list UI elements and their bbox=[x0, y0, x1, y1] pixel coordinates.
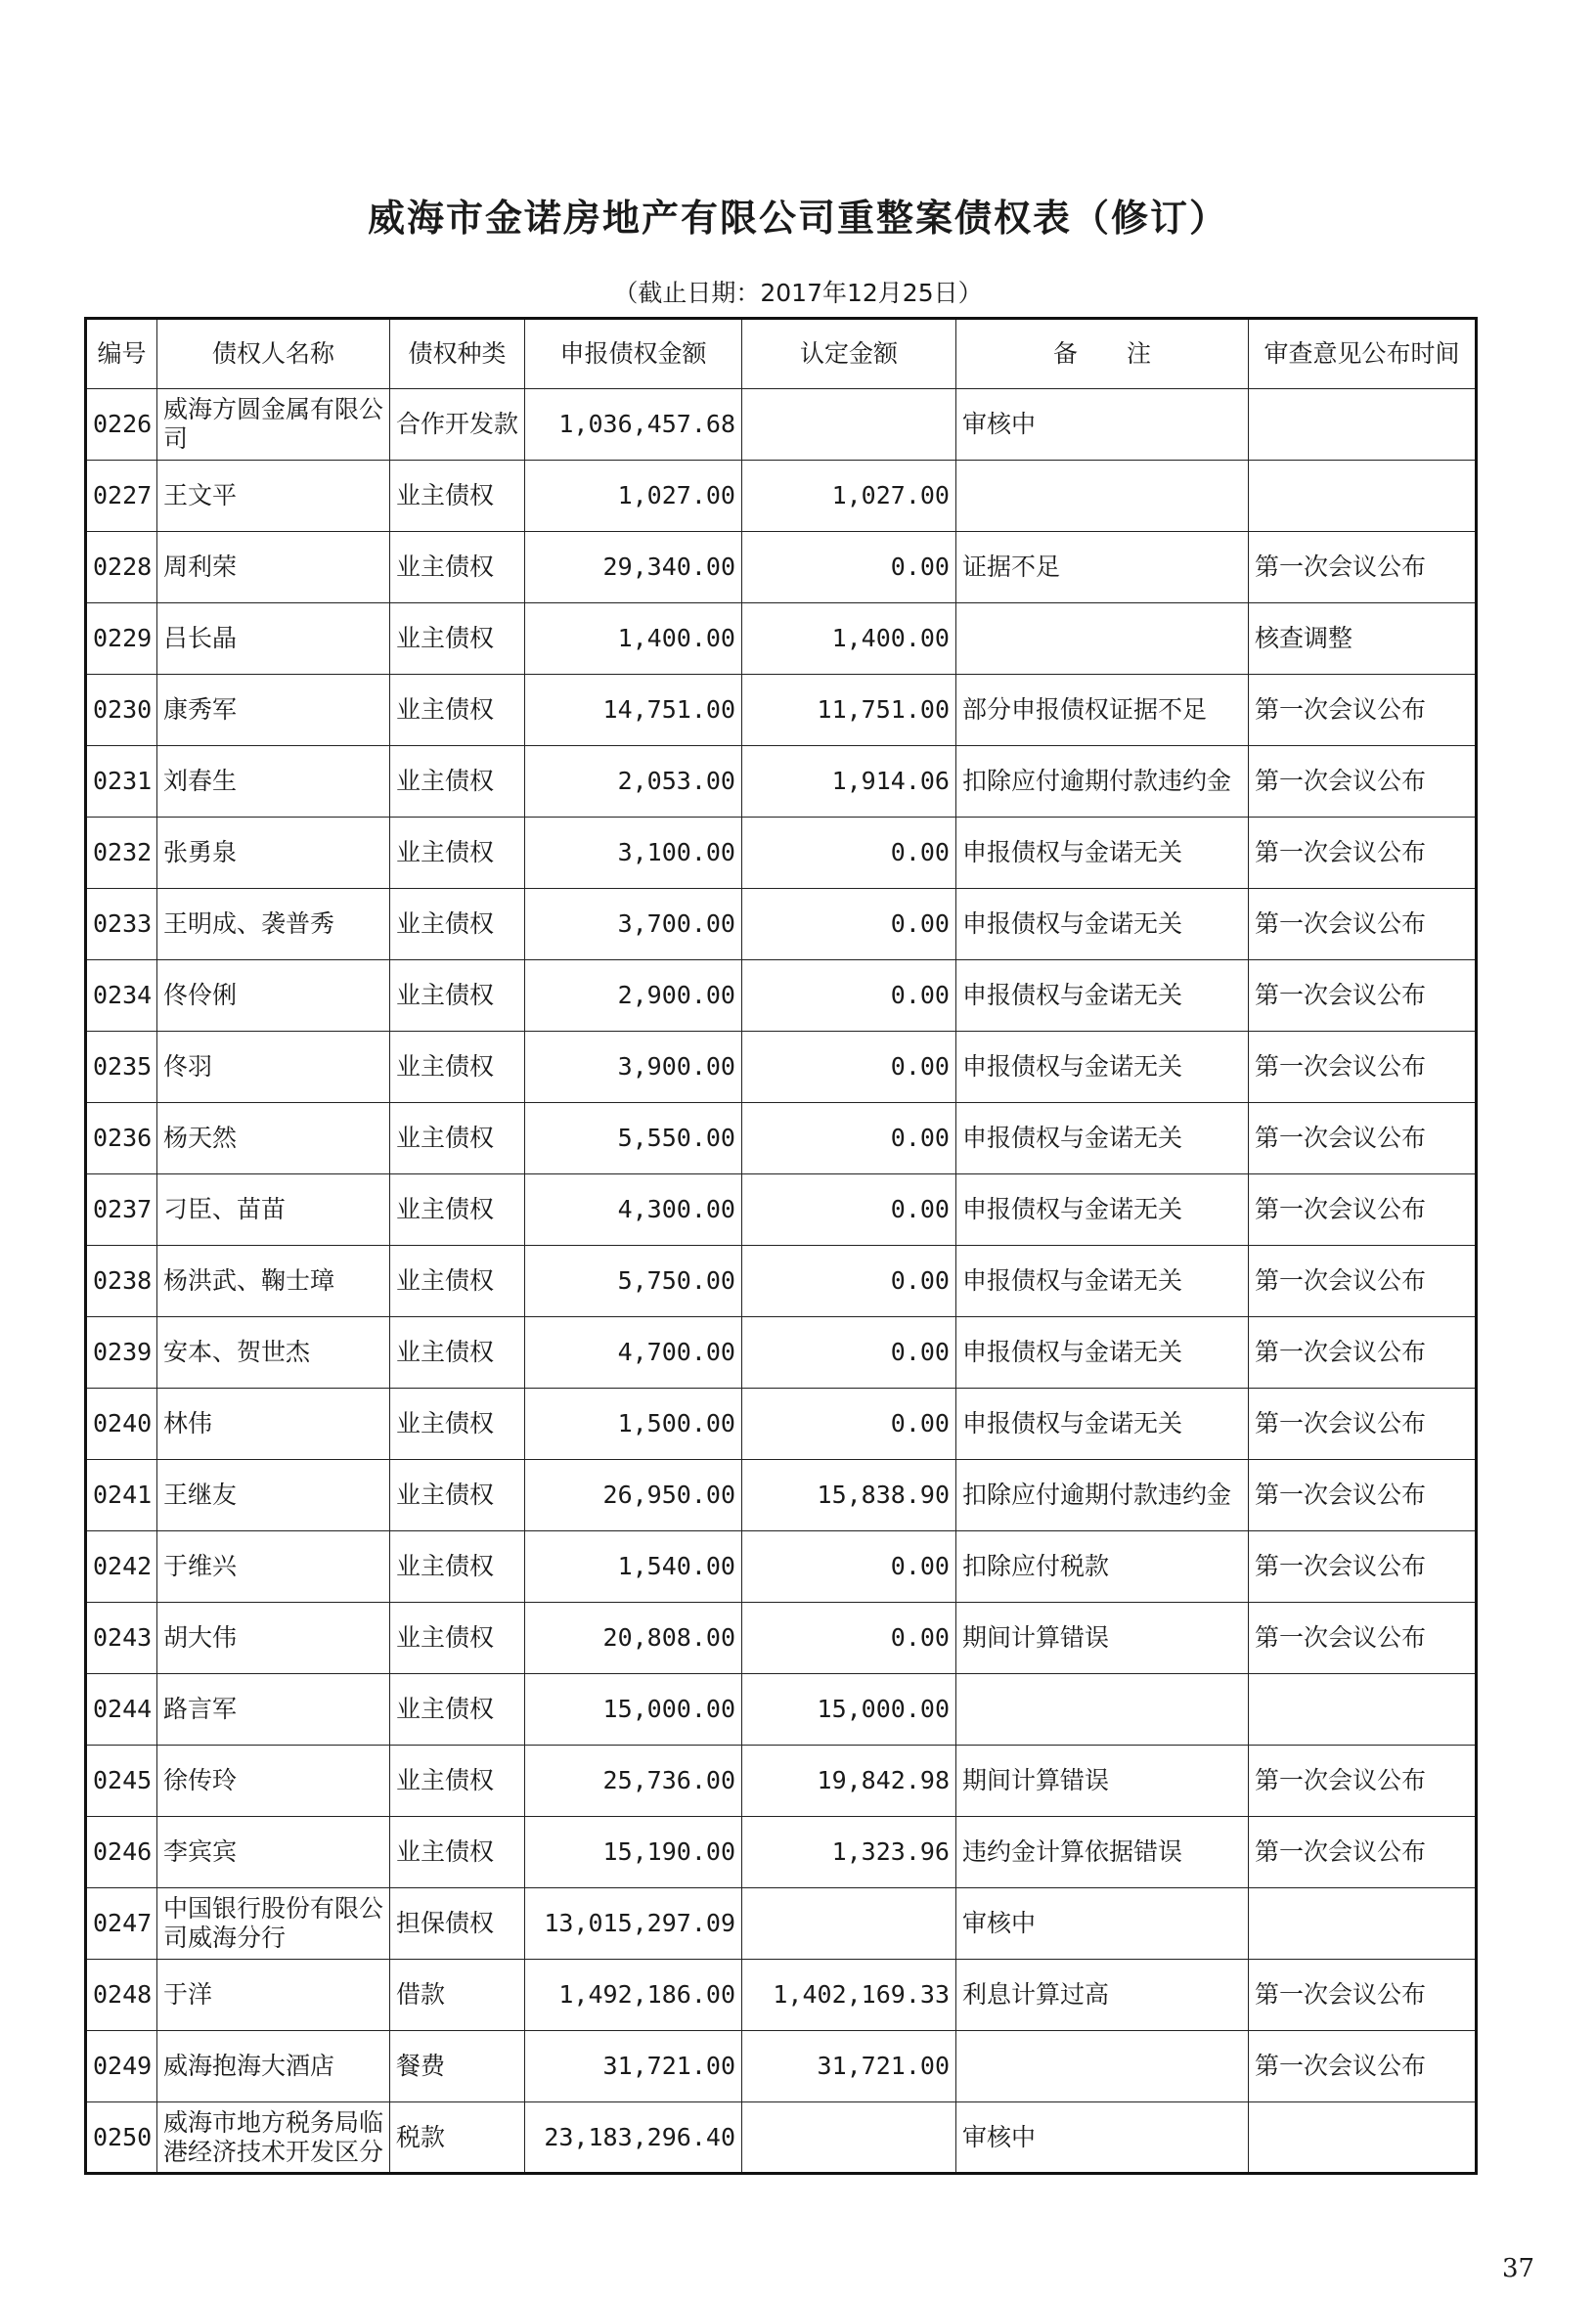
cell-claim-type: 业主债权 bbox=[390, 461, 525, 532]
table-row bbox=[86, 603, 1477, 675]
cell-review-time: 第一次会议公布 bbox=[1249, 1531, 1477, 1603]
cell-remarks: 扣除应付税款 bbox=[956, 1531, 1249, 1603]
cell-approved-amount: 0.00 bbox=[742, 1389, 956, 1460]
cell-id: 0230 bbox=[86, 675, 157, 746]
table-row bbox=[86, 1603, 1477, 1674]
cell-declared-amount: 2,900.00 bbox=[525, 960, 742, 1032]
cell-declared-amount: 20,808.00 bbox=[525, 1603, 742, 1674]
col-header-creditor: 债权人名称 bbox=[157, 319, 390, 389]
cell-review-time: 第一次会议公布 bbox=[1249, 2031, 1477, 2102]
cell-id: 0245 bbox=[86, 1746, 157, 1817]
cell-creditor: 威海市地方税务局临港经济技术开发区分 bbox=[157, 2102, 390, 2174]
cell-id: 0238 bbox=[86, 1246, 157, 1317]
cell-remarks: 申报债权与金诺无关 bbox=[956, 1246, 1249, 1317]
cell-id: 0249 bbox=[86, 2031, 157, 2102]
cell-id: 0226 bbox=[86, 389, 157, 461]
table-header-row bbox=[86, 319, 1477, 389]
cell-approved-amount: 0.00 bbox=[742, 818, 956, 889]
cell-creditor: 王继友 bbox=[157, 1460, 390, 1531]
cell-id: 0229 bbox=[86, 603, 157, 675]
cell-creditor: 中国银行股份有限公司威海分行 bbox=[157, 1888, 390, 1960]
cell-declared-amount: 13,015,297.09 bbox=[525, 1888, 742, 1960]
cell-approved-amount: 0.00 bbox=[742, 1317, 956, 1389]
cell-id: 0250 bbox=[86, 2102, 157, 2174]
cell-claim-type: 业主债权 bbox=[390, 603, 525, 675]
cell-creditor: 刘春生 bbox=[157, 746, 390, 818]
table-row bbox=[86, 1960, 1477, 2031]
cell-remarks bbox=[956, 603, 1249, 675]
cell-claim-type: 业主债权 bbox=[390, 1032, 525, 1103]
cell-remarks: 扣除应付逾期付款违约金 bbox=[956, 1460, 1249, 1531]
table-row bbox=[86, 960, 1477, 1032]
cell-remarks: 扣除应付逾期付款违约金 bbox=[956, 746, 1249, 818]
cell-approved-amount: 0.00 bbox=[742, 1032, 956, 1103]
cell-claim-type: 业主债权 bbox=[390, 532, 525, 603]
cell-claim-type: 餐费 bbox=[390, 2031, 525, 2102]
table-row bbox=[86, 532, 1477, 603]
cell-review-time bbox=[1249, 461, 1477, 532]
cell-remarks bbox=[956, 2031, 1249, 2102]
cell-approved-amount: 1,323.96 bbox=[742, 1817, 956, 1888]
claims-table bbox=[84, 317, 1478, 2175]
cell-claim-type: 借款 bbox=[390, 1960, 525, 2031]
cell-declared-amount: 14,751.00 bbox=[525, 675, 742, 746]
cell-id: 0241 bbox=[86, 1460, 157, 1531]
cell-claim-type: 担保债权 bbox=[390, 1888, 525, 1960]
table-row bbox=[86, 1531, 1477, 1603]
cell-creditor: 胡大伟 bbox=[157, 1603, 390, 1674]
cell-creditor: 路言军 bbox=[157, 1674, 390, 1746]
cell-id: 0247 bbox=[86, 1888, 157, 1960]
table-row bbox=[86, 818, 1477, 889]
table-row bbox=[86, 1817, 1477, 1888]
table-row bbox=[86, 1460, 1477, 1531]
cell-approved-amount: 1,027.00 bbox=[742, 461, 956, 532]
cell-creditor: 王文平 bbox=[157, 461, 390, 532]
cell-creditor: 徐传玲 bbox=[157, 1746, 390, 1817]
cell-declared-amount: 3,100.00 bbox=[525, 818, 742, 889]
cell-id: 0236 bbox=[86, 1103, 157, 1174]
cell-creditor: 于洋 bbox=[157, 1960, 390, 2031]
table-row bbox=[86, 1032, 1477, 1103]
cell-approved-amount: 0.00 bbox=[742, 1174, 956, 1246]
cell-claim-type: 业主债权 bbox=[390, 960, 525, 1032]
cell-review-time bbox=[1249, 1674, 1477, 1746]
cell-review-time: 第一次会议公布 bbox=[1249, 1174, 1477, 1246]
cell-claim-type: 业主债权 bbox=[390, 818, 525, 889]
table-row bbox=[86, 1103, 1477, 1174]
cell-claim-type: 业主债权 bbox=[390, 1460, 525, 1531]
table-row bbox=[86, 2031, 1477, 2102]
col-header-review-time: 审查意见公布时间 bbox=[1249, 319, 1477, 389]
cell-id: 0227 bbox=[86, 461, 157, 532]
cell-declared-amount: 4,300.00 bbox=[525, 1174, 742, 1246]
cell-approved-amount: 1,400.00 bbox=[742, 603, 956, 675]
cell-approved-amount: 31,721.00 bbox=[742, 2031, 956, 2102]
cell-review-time: 第一次会议公布 bbox=[1249, 960, 1477, 1032]
cell-creditor: 康秀军 bbox=[157, 675, 390, 746]
cell-claim-type: 业主债权 bbox=[390, 1817, 525, 1888]
cell-declared-amount: 1,036,457.68 bbox=[525, 389, 742, 461]
cell-creditor: 佟伶俐 bbox=[157, 960, 390, 1032]
cell-id: 0231 bbox=[86, 746, 157, 818]
col-header-id: 编号 bbox=[86, 319, 157, 389]
cell-declared-amount: 5,750.00 bbox=[525, 1246, 742, 1317]
cell-claim-type: 业主债权 bbox=[390, 1103, 525, 1174]
cell-id: 0234 bbox=[86, 960, 157, 1032]
cell-remarks bbox=[956, 1674, 1249, 1746]
cell-declared-amount: 1,400.00 bbox=[525, 603, 742, 675]
cell-creditor: 安本、贺世杰 bbox=[157, 1317, 390, 1389]
table-row bbox=[86, 889, 1477, 960]
cell-review-time: 第一次会议公布 bbox=[1249, 1817, 1477, 1888]
cell-review-time: 第一次会议公布 bbox=[1249, 1103, 1477, 1174]
cell-remarks: 申报债权与金诺无关 bbox=[956, 1174, 1249, 1246]
cell-declared-amount: 29,340.00 bbox=[525, 532, 742, 603]
cell-claim-type: 合作开发款 bbox=[390, 389, 525, 461]
table-row bbox=[86, 1888, 1477, 1960]
cell-id: 0237 bbox=[86, 1174, 157, 1246]
table-row bbox=[86, 1674, 1477, 1746]
cell-remarks: 违约金计算依据错误 bbox=[956, 1817, 1249, 1888]
cell-review-time: 核查调整 bbox=[1249, 603, 1477, 675]
cell-claim-type: 业主债权 bbox=[390, 889, 525, 960]
table-row bbox=[86, 1317, 1477, 1389]
cell-claim-type: 业主债权 bbox=[390, 1746, 525, 1817]
cell-declared-amount: 23,183,296.40 bbox=[525, 2102, 742, 2174]
cell-approved-amount: 11,751.00 bbox=[742, 675, 956, 746]
cell-remarks: 审核中 bbox=[956, 2102, 1249, 2174]
cell-remarks: 申报债权与金诺无关 bbox=[956, 1103, 1249, 1174]
cell-approved-amount: 0.00 bbox=[742, 1531, 956, 1603]
cell-approved-amount: 0.00 bbox=[742, 532, 956, 603]
cell-creditor: 周利荣 bbox=[157, 532, 390, 603]
col-header-approved-amount: 认定金额 bbox=[742, 319, 956, 389]
cell-declared-amount: 1,540.00 bbox=[525, 1531, 742, 1603]
cell-review-time: 第一次会议公布 bbox=[1249, 1603, 1477, 1674]
cell-remarks: 部分申报债权证据不足 bbox=[956, 675, 1249, 746]
cell-approved-amount: 15,000.00 bbox=[742, 1674, 956, 1746]
cell-approved-amount: 0.00 bbox=[742, 889, 956, 960]
cell-review-time: 第一次会议公布 bbox=[1249, 1246, 1477, 1317]
cell-id: 0243 bbox=[86, 1603, 157, 1674]
col-header-remarks: 备 注 bbox=[956, 319, 1249, 389]
table-row bbox=[86, 1389, 1477, 1460]
cell-remarks: 申报债权与金诺无关 bbox=[956, 818, 1249, 889]
cell-approved-amount: 0.00 bbox=[742, 1603, 956, 1674]
cell-remarks: 审核中 bbox=[956, 1888, 1249, 1960]
cell-claim-type: 业主债权 bbox=[390, 1603, 525, 1674]
cell-remarks: 申报债权与金诺无关 bbox=[956, 960, 1249, 1032]
cell-review-time: 第一次会议公布 bbox=[1249, 1389, 1477, 1460]
cell-declared-amount: 1,492,186.00 bbox=[525, 1960, 742, 2031]
cell-creditor: 杨天然 bbox=[157, 1103, 390, 1174]
cell-remarks bbox=[956, 461, 1249, 532]
table-row bbox=[86, 461, 1477, 532]
cell-declared-amount: 3,700.00 bbox=[525, 889, 742, 960]
cell-id: 0235 bbox=[86, 1032, 157, 1103]
cutoff-date: （截止日期：2017年12月25日） bbox=[613, 279, 983, 307]
cell-review-time: 第一次会议公布 bbox=[1249, 818, 1477, 889]
cell-creditor: 杨洪武、鞠士璋 bbox=[157, 1246, 390, 1317]
cell-approved-amount: 15,838.90 bbox=[742, 1460, 956, 1531]
cell-remarks: 申报债权与金诺无关 bbox=[956, 889, 1249, 960]
cell-remarks: 申报债权与金诺无关 bbox=[956, 1317, 1249, 1389]
cell-id: 0242 bbox=[86, 1531, 157, 1603]
cell-claim-type: 业主债权 bbox=[390, 1174, 525, 1246]
cell-creditor: 威海方圆金属有限公司 bbox=[157, 389, 390, 461]
cell-id: 0240 bbox=[86, 1389, 157, 1460]
cell-claim-type: 业主债权 bbox=[390, 746, 525, 818]
cell-remarks: 利息计算过高 bbox=[956, 1960, 1249, 2031]
cell-id: 0239 bbox=[86, 1317, 157, 1389]
cell-creditor: 威海抱海大酒店 bbox=[157, 2031, 390, 2102]
table-row bbox=[86, 746, 1477, 818]
cell-review-time: 第一次会议公布 bbox=[1249, 746, 1477, 818]
cell-approved-amount: 0.00 bbox=[742, 960, 956, 1032]
cell-approved-amount: 19,842.98 bbox=[742, 1746, 956, 1817]
cell-review-time bbox=[1249, 389, 1477, 461]
cell-review-time: 第一次会议公布 bbox=[1249, 1317, 1477, 1389]
col-header-declared-amount: 申报债权金额 bbox=[525, 319, 742, 389]
cell-remarks: 证据不足 bbox=[956, 532, 1249, 603]
cell-declared-amount: 15,000.00 bbox=[525, 1674, 742, 1746]
table-row bbox=[86, 389, 1477, 461]
cell-claim-type: 业主债权 bbox=[390, 1246, 525, 1317]
cell-review-time: 第一次会议公布 bbox=[1249, 1032, 1477, 1103]
table-row bbox=[86, 675, 1477, 746]
cell-claim-type: 业主债权 bbox=[390, 1317, 525, 1389]
cell-declared-amount: 5,550.00 bbox=[525, 1103, 742, 1174]
cell-review-time: 第一次会议公布 bbox=[1249, 1460, 1477, 1531]
cell-creditor: 佟羽 bbox=[157, 1032, 390, 1103]
cell-declared-amount: 2,053.00 bbox=[525, 746, 742, 818]
cell-review-time: 第一次会议公布 bbox=[1249, 1960, 1477, 2031]
cell-declared-amount: 3,900.00 bbox=[525, 1032, 742, 1103]
cell-approved-amount bbox=[742, 2102, 956, 2174]
cell-id: 0246 bbox=[86, 1817, 157, 1888]
cell-approved-amount: 0.00 bbox=[742, 1103, 956, 1174]
col-header-claim-type: 债权种类 bbox=[390, 319, 525, 389]
cell-remarks: 审核中 bbox=[956, 389, 1249, 461]
cell-creditor: 于维兴 bbox=[157, 1531, 390, 1603]
cell-review-time bbox=[1249, 1888, 1477, 1960]
cell-id: 0228 bbox=[86, 532, 157, 603]
cell-remarks: 申报债权与金诺无关 bbox=[956, 1032, 1249, 1103]
table-row bbox=[86, 1746, 1477, 1817]
page-number: 37 bbox=[1502, 2254, 1535, 2283]
cell-approved-amount: 1,402,169.33 bbox=[742, 1960, 956, 2031]
cell-claim-type: 税款 bbox=[390, 2102, 525, 2174]
cell-declared-amount: 1,500.00 bbox=[525, 1389, 742, 1460]
document-title: 威海市金诺房地产有限公司重整案债权表（修订） bbox=[367, 197, 1228, 240]
cell-claim-type: 业主债权 bbox=[390, 1674, 525, 1746]
table-row bbox=[86, 1174, 1477, 1246]
cell-review-time: 第一次会议公布 bbox=[1249, 675, 1477, 746]
cell-declared-amount: 4,700.00 bbox=[525, 1317, 742, 1389]
cell-claim-type: 业主债权 bbox=[390, 675, 525, 746]
table-row bbox=[86, 1246, 1477, 1317]
cell-remarks: 期间计算错误 bbox=[956, 1603, 1249, 1674]
cell-approved-amount bbox=[742, 1888, 956, 1960]
cell-creditor: 刁臣、苗苗 bbox=[157, 1174, 390, 1246]
cell-declared-amount: 31,721.00 bbox=[525, 2031, 742, 2102]
cell-approved-amount: 0.00 bbox=[742, 1246, 956, 1317]
cell-declared-amount: 25,736.00 bbox=[525, 1746, 742, 1817]
cell-approved-amount bbox=[742, 389, 956, 461]
cell-creditor: 张勇泉 bbox=[157, 818, 390, 889]
cell-creditor: 李宾宾 bbox=[157, 1817, 390, 1888]
cell-creditor: 王明成、袭普秀 bbox=[157, 889, 390, 960]
cell-approved-amount: 1,914.06 bbox=[742, 746, 956, 818]
cell-id: 0233 bbox=[86, 889, 157, 960]
table-row bbox=[86, 2102, 1477, 2174]
cell-declared-amount: 15,190.00 bbox=[525, 1817, 742, 1888]
cell-review-time: 第一次会议公布 bbox=[1249, 1746, 1477, 1817]
cell-creditor: 吕长晶 bbox=[157, 603, 390, 675]
cell-remarks: 申报债权与金诺无关 bbox=[956, 1389, 1249, 1460]
cell-review-time: 第一次会议公布 bbox=[1249, 532, 1477, 603]
cell-claim-type: 业主债权 bbox=[390, 1531, 525, 1603]
cell-remarks: 期间计算错误 bbox=[956, 1746, 1249, 1817]
cell-creditor: 林伟 bbox=[157, 1389, 390, 1460]
cell-review-time: 第一次会议公布 bbox=[1249, 889, 1477, 960]
cell-id: 0244 bbox=[86, 1674, 157, 1746]
cell-review-time bbox=[1249, 2102, 1477, 2174]
cell-claim-type: 业主债权 bbox=[390, 1389, 525, 1460]
cell-id: 0248 bbox=[86, 1960, 157, 2031]
cell-declared-amount: 1,027.00 bbox=[525, 461, 742, 532]
cell-declared-amount: 26,950.00 bbox=[525, 1460, 742, 1531]
cell-id: 0232 bbox=[86, 818, 157, 889]
